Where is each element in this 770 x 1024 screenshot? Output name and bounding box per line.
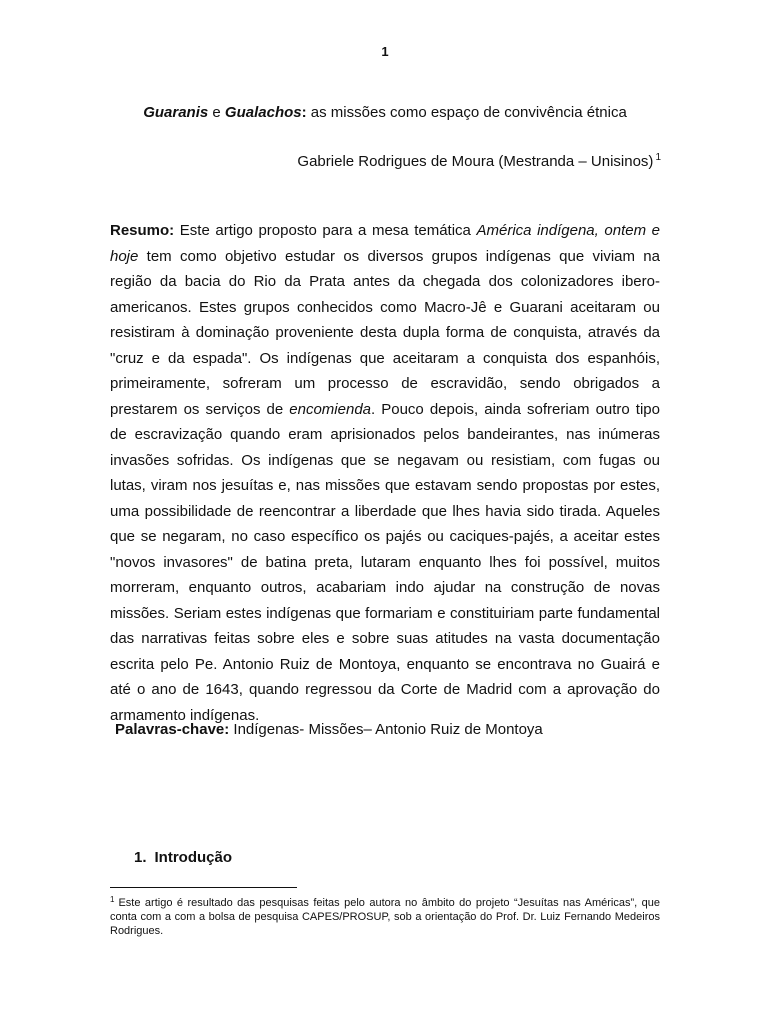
abstract-text-1: Este artigo proposto para a mesa temática xyxy=(174,222,477,239)
footnote xyxy=(110,893,660,938)
abstract-text-3: . Pouco depois, ainda sofreriam outro tipo de escravização quando eram aprisionados pelos bandeirantes, nas inúmeras invasões sofridas. Os indígenas que se negavam ou resistiam, com fugas ou lutas, viram nos jesuítas e, nas missões que estavam sendo propostas por estes, uma possibilidade de reencontrar a liberdade que lhes havia sido tirada. Aqueles que se negaram, no caso específico os pajés ou caciques-pajés, a aceitar estes "novos invasores" de batina preta, lutaram enquanto lhes foi possível, muitos morreram, enquanto outros, acabariam indo ajudar na construção de novas missões. Seriam estes indígenas que formariam e constituiriam parte fundamental das narrativas feitas sobre eles e sobre suas atitudes na vasta documentação escrita pelo Pe. Antonio Ruiz de Montoya, enquanto se encontrava no Guairá e até o ano de 1643, quando regressou da Corte de Madrid com a aprovação do armamento indígenas. xyxy=(110,400,660,724)
footnote-text: Este artigo é resultado das pesquisas feitas pelo autora no âmbito do projeto “Jesuítas nas Américas”, que conta com a com a bolsa de pesquisa CAPES/PROSUP, sob a orientação do Prof. Dr. Luiz Fernando Medeiros Rodrigues. xyxy=(110,897,660,937)
footnote-mark: 1 xyxy=(110,895,115,904)
title-connector: e xyxy=(208,104,225,121)
title-rest: as missões como espaço de convivência étnica xyxy=(306,104,627,121)
title-guaranis: Guaranis xyxy=(143,104,209,121)
abstract-italic-2: encomienda xyxy=(289,400,372,418)
keywords-label: Palavras-chave: xyxy=(115,721,230,738)
section-heading-introduction xyxy=(134,849,232,866)
section-number: 1. xyxy=(134,849,147,866)
abstract-italic-1: América indígena, ontem e hoje xyxy=(110,222,660,265)
article-title xyxy=(0,104,770,121)
title-gualachos: Gualachos xyxy=(224,104,302,121)
footnote-divider xyxy=(110,887,297,888)
author-line xyxy=(297,152,661,170)
abstract-paragraph xyxy=(110,218,660,728)
title-colon: : xyxy=(301,104,307,121)
section-title: Introdução xyxy=(154,849,233,866)
author-footnote-mark: 1 xyxy=(655,152,661,163)
abstract-text-2: tem como objetivo estudar os diversos grupos indígenas que viviam na região da bacia do Rio da Prata antes da chegada dos colonizadores ibero-americanos. Estes grupos conhecidos como Macro-Jê e Guarani aceitaram ou resistiram à dominação proveniente desta dupla forma de conquista, através da "cruz e da espada". Os indígenas que aceitaram a conquista dos espanhóis, primeiramente, sofreram um processo de escravidão, sendo obrigados a prestarem os serviços de xyxy=(110,247,660,418)
keywords-text: Indígenas- Missões– Antonio Ruiz de Montoya xyxy=(229,721,543,738)
author-name: Gabriele Rodrigues de Moura (Mestranda – Unisinos) xyxy=(297,153,654,170)
page-number: 1 xyxy=(381,44,389,59)
keywords-line xyxy=(115,721,543,738)
abstract-label: Resumo: xyxy=(110,222,175,239)
